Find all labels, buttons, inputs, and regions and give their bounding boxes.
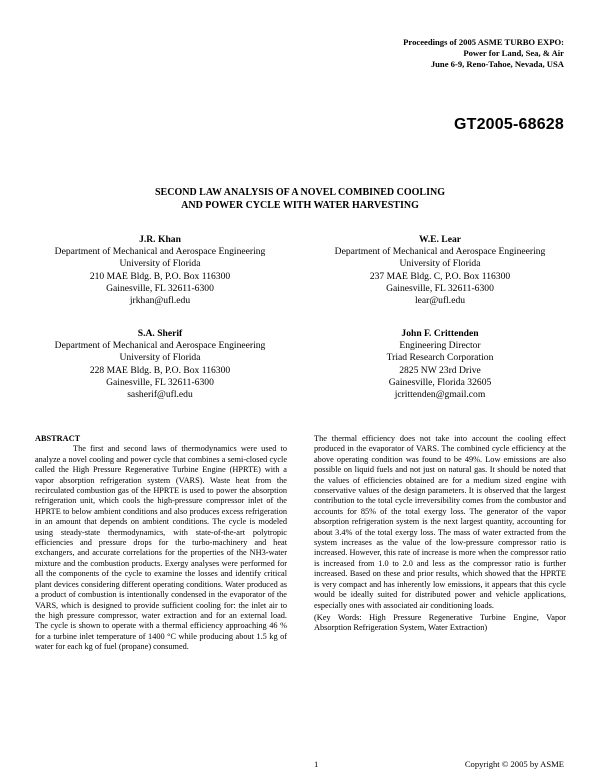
- author-affiliation: University of Florida: [399, 258, 481, 270]
- author-address: 228 MAE Bldg. B, P.O. Box 116300: [89, 364, 231, 376]
- abstract-heading: ABSTRACT: [35, 434, 81, 443]
- copyright-notice: Copyright © 2005 by ASME: [464, 759, 564, 769]
- author-address: Gainesville, Florida 32605: [388, 376, 492, 388]
- page-number: 1: [314, 759, 319, 769]
- title-line: SECOND LAW ANALYSIS OF A NOVEL COMBINED COOLING: [155, 187, 445, 198]
- author-address: 2825 NW 23rd Drive: [399, 364, 481, 376]
- abstract-right-column: [314, 434, 566, 634]
- proceedings-header: [304, 37, 564, 70]
- author-name: J.R. Khan: [139, 234, 181, 245]
- author-name: W.E. Lear: [418, 234, 462, 245]
- author-block: [25, 234, 295, 307]
- abstract-body-left: The first and second laws of thermodynamics were used to analyze a novel cooling and power cycle that combines a semi-closed cycle called the High Pressure Regenerative Turbine Engine (HPRTE) with a vapor absorption refrigeration system (VARS). Waste heat from the recirculated combustion gas of the HPRTE is used to power the absorption refrigeration unit, which cools the high-pressure compressor inlet of the HPRTE to below ambient conditions and also produces excess refrigeration in an amount that depends on ambient conditions. The cycle is modeled using steady-state thermodynamics, with state-of-the-art polytropic efficiencies and pressure drops for the turbo-machinery and heat exchangers, and accurate correlations for the properties of the NH3-water mixture and the combustion products. Exergy analyses were performed for all the components of the cycle to examine the losses and identify critical plant devices considering different operating conditions. Water produced as a product of combustion is intentionally condensed in the evaporator of the VARS, which is designed to provide sufficient cooling for: the inlet air to the high pressure compressor, water extraction and for an external load. The cycle is shown to operate with a thermal efficiency approaching 46 % for a turbine inlet temperature of 1400 °C while producing about 1.5 kg of water for each kg of fuel (propane) consumed.: [35, 444, 287, 652]
- author-address: 237 MAE Bldg. C, P.O. Box 116300: [369, 270, 511, 282]
- author-affiliation: Department of Mechanical and Aerospace Engineering: [334, 246, 546, 258]
- title-line: AND POWER CYCLE WITH WATER HARVESTING: [181, 200, 419, 211]
- abstract-left-column: [35, 434, 287, 653]
- author-affiliation: University of Florida: [119, 258, 201, 270]
- author-email: lear@ufl.edu: [414, 295, 466, 307]
- paper-title: [60, 186, 540, 212]
- proceedings-line: Power for Land, Sea, & Air: [463, 48, 564, 58]
- author-email: jrkhan@ufl.edu: [129, 295, 191, 307]
- paper-id: GT2005-68628: [453, 116, 564, 133]
- author-name: S.A. Sherif: [137, 328, 183, 339]
- proceedings-line: June 6-9, Reno-Tahoe, Nevada, USA: [430, 59, 564, 69]
- author-affiliation: Department of Mechanical and Aerospace Engineering: [54, 246, 266, 258]
- author-address: Gainesville, FL 32611-6300: [106, 376, 214, 388]
- author-block: [305, 328, 575, 401]
- author-affiliation: Department of Mechanical and Aerospace Engineering: [54, 340, 266, 352]
- author-affiliation: University of Florida: [119, 352, 201, 364]
- abstract-body-right: The thermal efficiency does not take into account the cooling effect produced in the evaporator of VARS. The combined cycle efficiency at the above operating condition was found to be 49%. Low emissions are also possible on liquid fuels and not just on natural gas. It should be noted that the values of efficiencies obtained are for a medium sized engine with conservative values of the design parameters. It is observed that the largest contribution to the total cycle irreversibility comes from the combustor and accounts for 85% of the total exergy loss. The generator of the vapor absorption refrigeration system is the next largest quantity, accounting for about 3.4% of the total exergy loss. The mass of water extracted from the system increases as the value of the low-pressure compressor ratio is increased. However, this rate of increase is more when the compressor ratio is increased from 1.0 to 2.0 and less as the compressor ratio is further increased. Based on these and prior results, which showed that the HPRTE is very compact and has inherently low emissions, it appears that this cycle would be ideally suited for distributed power and vehicle applications, especially ones with associated air conditioning loads.: [314, 434, 566, 610]
- author-block: [25, 328, 295, 401]
- author-address: Gainesville, FL 32611-6300: [386, 282, 494, 294]
- author-email: jcrittenden@gmail.com: [394, 389, 486, 401]
- author-email: sasherif@ufl.edu: [127, 389, 193, 401]
- proceedings-line: Proceedings of 2005 ASME TURBO EXPO:: [403, 37, 564, 47]
- keywords: (Key Words: High Pressure Regenerative Turbine Engine, Vapor Absorption Refrigeration System, Water Extraction): [314, 612, 566, 633]
- author-affiliation: Engineering Director: [399, 340, 481, 352]
- author-address: Gainesville, FL 32611-6300: [106, 282, 214, 294]
- author-address: 210 MAE Bldg. B, P.O. Box 116300: [89, 270, 231, 282]
- author-block: [305, 234, 575, 307]
- author-affiliation: Triad Research Corporation: [386, 352, 494, 364]
- author-name: John F. Crittenden: [401, 328, 479, 339]
